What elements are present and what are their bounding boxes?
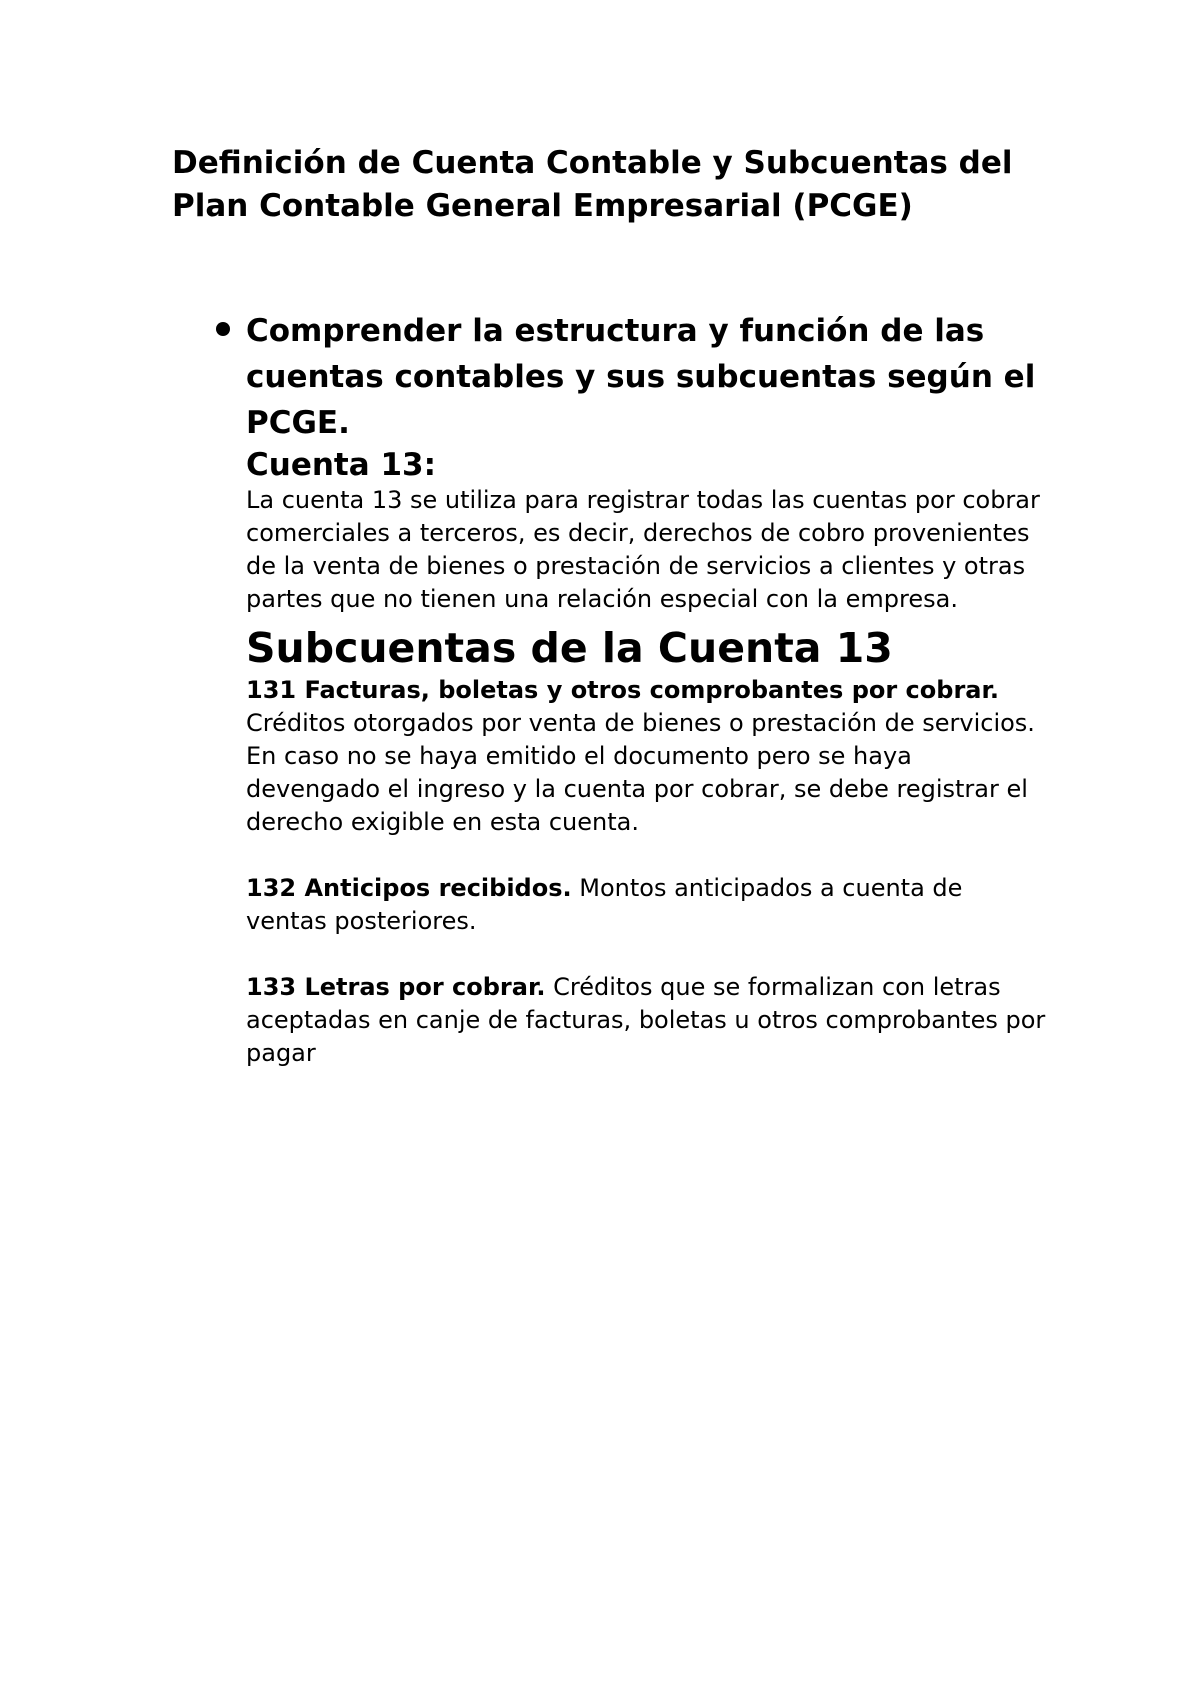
subcuenta-item-132 (246, 872, 1046, 938)
document-title: Definición de Cuenta Contable y Subcuentas del Plan Contable General Empresarial (PCGE) (172, 145, 1013, 224)
bullet-icon (216, 322, 230, 336)
subcuenta-text: Montos anticipados a cuenta de ventas posteriores. (246, 874, 963, 935)
subcuenta-text: Créditos otorgados por venta de bienes o prestación de servicios. En caso no se haya emitido el documento pero se haya devengado el ingreso y la cuenta por cobrar, se debe registrar el derecho exigible en esta cuenta. (246, 709, 1035, 836)
subcuenta-label: 133 Letras por cobrar. (246, 973, 546, 1001)
subcuenta-item-131 (246, 674, 1046, 839)
subcuenta-text: Créditos que se formalizan con letras aceptadas en canje de facturas, boletas u otros comprobantes por pagar (246, 973, 1046, 1067)
subcuenta-label: 131 Facturas, boletas y otros comprobantes por cobrar. (246, 676, 1000, 704)
bullet-text: Comprender la estructura y función de las cuentas contables y sus subcuentas según el PCGE. (246, 313, 1036, 441)
bullet-content (246, 308, 1046, 1070)
cuenta-heading: Cuenta 13: (246, 447, 436, 483)
cuenta-description: La cuenta 13 se utiliza para registrar todas las cuentas por cobrar comerciales a terceros, es decir, derechos de cobro provenientes de la venta de bienes o prestación de servicios a clientes y otras partes que no tienen una relación especial con la empresa. (246, 486, 1040, 613)
subcuentas-heading: Subcuentas de la Cuenta 13 (246, 624, 893, 672)
subcuenta-label: 132 Anticipos recibidos. (246, 874, 572, 902)
subcuenta-item-133 (246, 971, 1046, 1070)
